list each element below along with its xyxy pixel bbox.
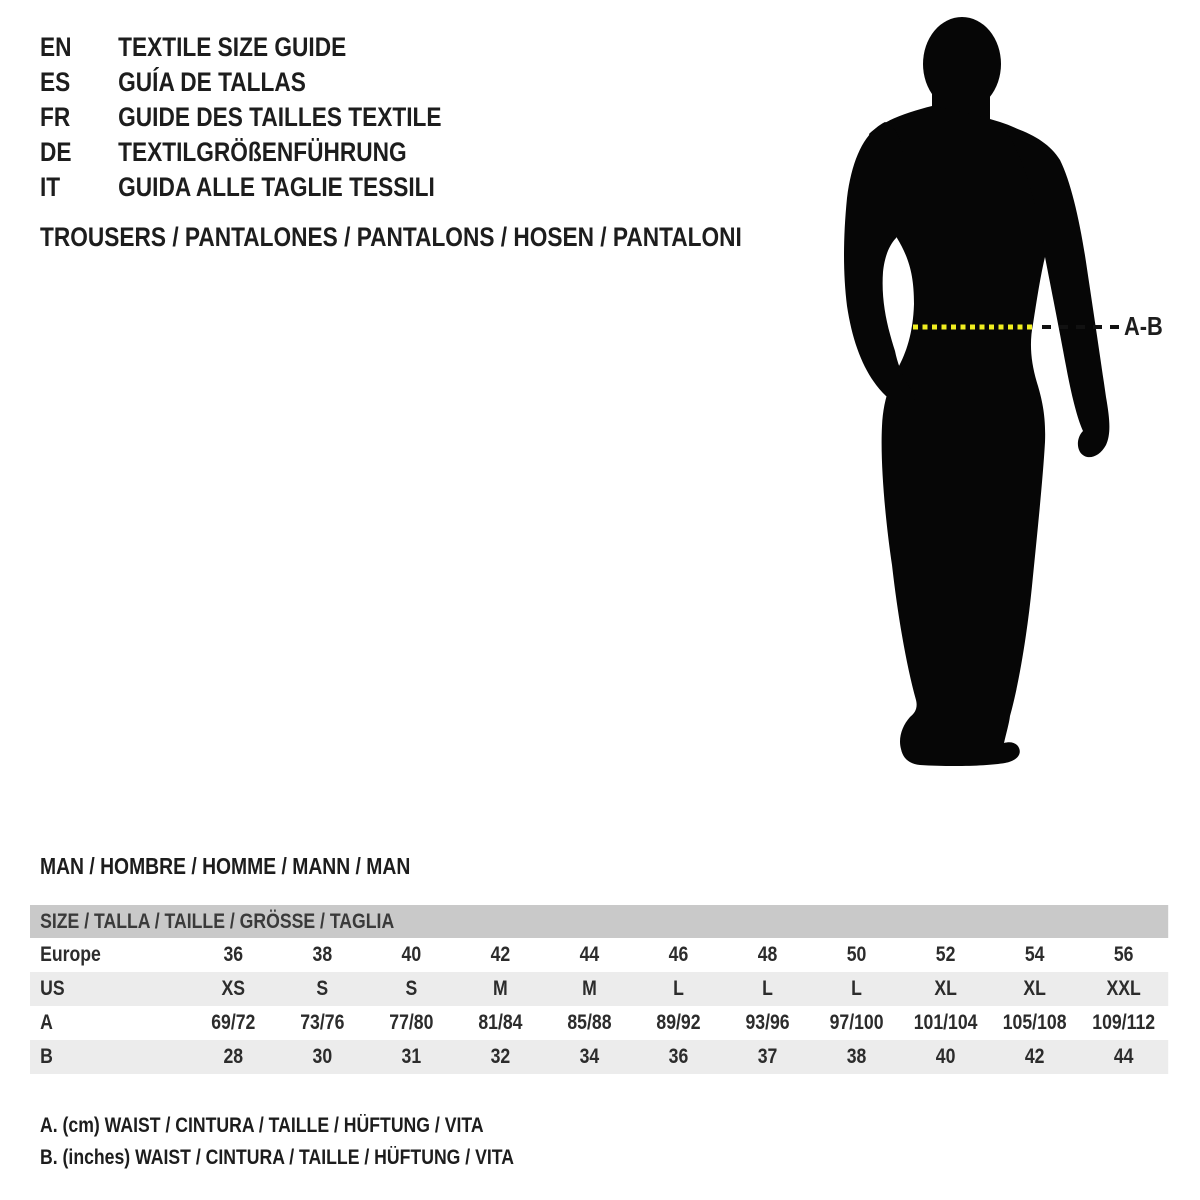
table-cell: 42 — [490, 943, 511, 966]
table-cell: 85/88 — [567, 1011, 612, 1034]
table-cell: 109/112 — [1092, 1011, 1156, 1034]
lang-title: TEXTILE SIZE GUIDE — [118, 32, 347, 62]
table-row-us — [30, 972, 1168, 1006]
table-cell: 105/108 — [1002, 1011, 1067, 1034]
table-cell: 46 — [668, 943, 689, 966]
table-cell: 97/100 — [829, 1011, 884, 1034]
table-cell: 34 — [579, 1045, 600, 1068]
table-row-b-inches — [30, 1040, 1168, 1074]
table-cell: S — [405, 977, 418, 1000]
size-table — [30, 905, 1168, 1074]
table-cell: 89/92 — [656, 1011, 701, 1034]
table-cell: 40 — [935, 1045, 956, 1068]
lang-title: TEXTILGRÖßENFÜHRUNG — [118, 137, 407, 167]
table-cell: 54 — [1024, 943, 1045, 966]
table-cell: 50 — [846, 943, 867, 966]
table-cell: 36 — [668, 1045, 689, 1068]
size-table-header: SIZE / TALLA / TAILLE / GRÖSSE / TAGLIA — [30, 905, 1168, 938]
table-cell: 31 — [401, 1045, 422, 1068]
table-cell: 32 — [490, 1045, 511, 1068]
table-row-europe — [30, 938, 1168, 972]
measurement-notes — [40, 1110, 604, 1174]
lang-code: IT — [40, 172, 61, 202]
table-cell: 28 — [223, 1045, 244, 1068]
table-cell: XS — [221, 977, 246, 1000]
row-label: B — [40, 1045, 53, 1068]
row-label: US — [40, 977, 65, 1000]
table-cell: 73/76 — [300, 1011, 345, 1034]
table-cell: M — [493, 977, 508, 1000]
table-cell: 44 — [1113, 1045, 1134, 1068]
table-cell: 44 — [579, 943, 600, 966]
table-cell: 36 — [223, 943, 244, 966]
table-cell: 30 — [312, 1045, 333, 1068]
table-cell: L — [673, 977, 684, 1000]
table-cell: XL — [1023, 977, 1046, 1000]
table-cell: 48 — [757, 943, 778, 966]
table-cell: 38 — [846, 1045, 867, 1068]
lang-code: FR — [40, 102, 71, 132]
table-row-a-cm — [30, 1006, 1168, 1040]
table-cell: XL — [934, 977, 957, 1000]
table-cell: 52 — [935, 943, 956, 966]
table-cell: L — [762, 977, 773, 1000]
table-cell: 37 — [757, 1045, 778, 1068]
table-cell: 101/104 — [913, 1011, 978, 1034]
table-cell: 38 — [312, 943, 333, 966]
table-cell: XXL — [1106, 977, 1141, 1000]
row-label: A — [40, 1011, 53, 1034]
section-heading-man: MAN / HOMBRE / HOMME / MANN / MAN — [40, 853, 411, 879]
table-cell: L — [851, 977, 862, 1000]
table-cell: 42 — [1024, 1045, 1045, 1068]
table-cell: M — [582, 977, 597, 1000]
table-cell: 56 — [1113, 943, 1134, 966]
table-cell: 93/96 — [745, 1011, 790, 1034]
lang-code: DE — [40, 137, 72, 167]
row-label: Europe — [40, 943, 101, 966]
lang-title: GUIDA ALLE TAGLIE TESSILI — [118, 172, 435, 202]
table-cell: S — [316, 977, 329, 1000]
waist-marker-label: A-B — [1124, 311, 1163, 341]
table-cell: 40 — [401, 943, 422, 966]
note-b-inches: B. (inches) WAIST / CINTURA / TAILLE / HÜFTUNG / VITA — [40, 1146, 514, 1169]
lang-code: EN — [40, 32, 72, 62]
lang-code: ES — [40, 67, 71, 97]
table-cell: 69/72 — [211, 1011, 256, 1034]
lang-title: GUIDE DES TAILLES TEXTILE — [118, 102, 442, 132]
table-cell: 77/80 — [389, 1011, 434, 1034]
table-cell: 81/84 — [478, 1011, 523, 1034]
garment-heading: TROUSERS / PANTALONES / PANTALONS / HOSEN / PANTALONI — [40, 222, 742, 252]
note-a-cm: A. (cm) WAIST / CINTURA / TAILLE / HÜFTUNG / VITA — [40, 1114, 484, 1137]
lang-title: GUÍA DE TALLAS — [118, 67, 306, 97]
